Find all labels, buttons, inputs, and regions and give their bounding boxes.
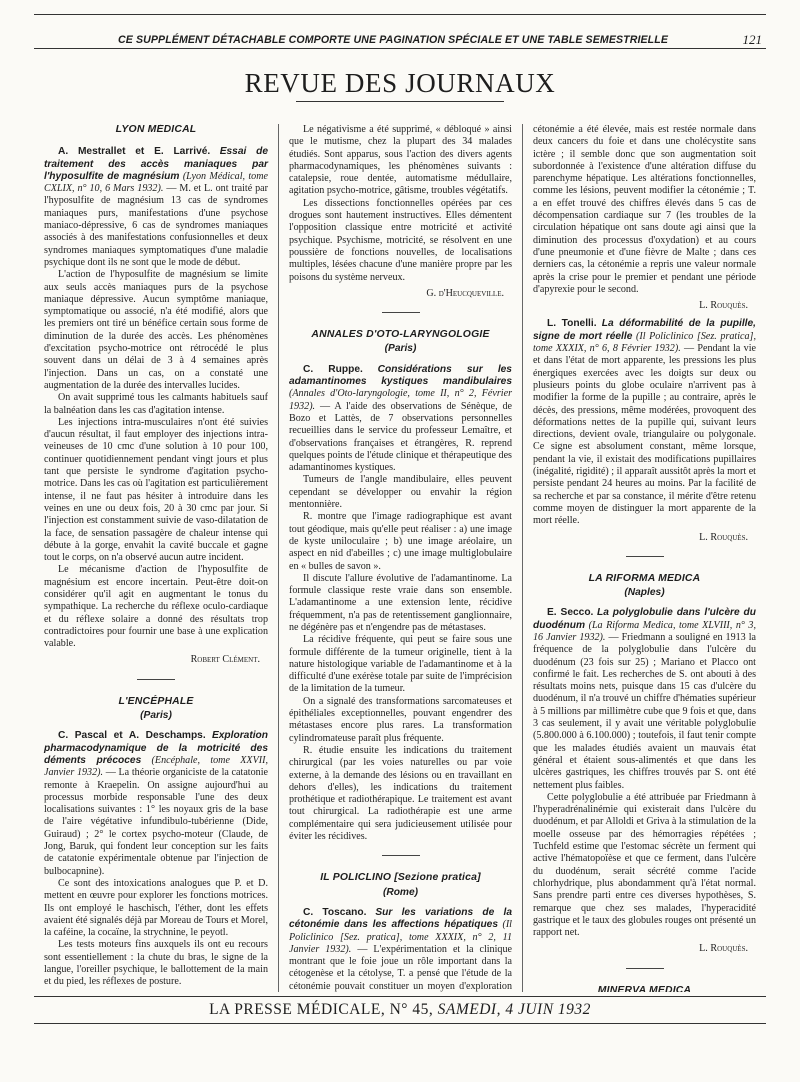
footer: [34, 996, 766, 1024]
article-citation: (Il Policlinico [Sez. pratica], tome XXXIX, n° 2, 11 Janvier 1932).: [289, 919, 512, 955]
article-toscano: [289, 907, 512, 992]
article-secco: [533, 607, 756, 791]
paragraph: Le négativisme a été supprimé, « débloqué » ainsi que le mutisme, chez la plupart des 34 malades étudiés. Sont apparus, sous l'action des divers agents pharmacodynamiques, les phénomènes suivants : catalepsie, roue dentée, automatisme médullaire, agitation psycho-motrice, gâtisme, troubles végétatifs.: [289, 124, 512, 197]
paragraph: Ce sont des intoxications analogues que P. et D. mettent en œuvre pour explorer les fonctions motrices. Ils ont employé le haschisch, l'éther, dont les effets avaient été signalés déjà par Moreau de Tours et Morel, la caféine, la cocaïne, la strychnine, le peyotl.: [44, 877, 268, 939]
article-title: La déformabilité de la pupille, signe de mort réelle: [533, 318, 756, 342]
article-ruppe: [289, 364, 512, 475]
section-city: (Paris): [384, 343, 417, 355]
article-title: Considérations sur les adamantinomes kystiques mandibulaires: [289, 363, 512, 388]
title-rule: [296, 101, 504, 102]
paragraph: Tumeurs de l'angle mandibulaire, elles peuvent cependant se développer ou envahir la région mentonnière.: [289, 474, 512, 511]
article-text: — La théorie organiciste de la catatonie remonte à Kraepelin. On assigne aujourd'hui au processus morbide responsable l'une des deux localisations suivantes : 1° les noyaux gris de la base de l'aire végétative infundibulo-tubérienne (Dide, Guiraud) ; 2° le cortex psycho-moteur (Claude, de Jong, Baruk, qui fondent leur conception sur les faits de catatonie expérimentale obtenue par l'injection de bulbocapnine).: [44, 767, 268, 877]
article-authors: A. Mestrallet et E. Larrivé.: [58, 146, 211, 158]
section-lyon-medical: LYON MÉDICAL: [115, 124, 197, 135]
separator: [626, 968, 664, 969]
article-mestrallet: [44, 146, 268, 269]
paragraph: Cette polyglobulie a été attribuée par Friedmann à l'hyperadrénalinémie qui existerait dans l'ulcère du duodénum, et par Alloldi et Griva à la stimulation de la moelle osseuse par des hémorragies répétées ; Tuchfeld estime que l'estomac sécrète un ferment qui active l'hématopoïèse et que ce ferment, dans l'ulcère du duodénum, serait sécrété comme l'acide chlorhydrique, plus abondamment qu'à l'état normal. Sans prendre parti entre ces diverses hypothèses, S. remarque que chez ses malades, l'hyperacidité gastrique et le taux des globules rouges ont présenté un rapport net.: [533, 791, 756, 939]
article-text: — M. et L. ont traité par l'hyposulfite de magnésium 13 cas de syndromes maniaques purs, manifestations d'une psychose maniaco-dépressive, 6 cas de syndromes maniaques associés à des manifestations confusionnelles et deux syndromes maniaques symptomatiques d'une maladie psychique dont ils ne sont que le mode de début.: [44, 183, 269, 268]
article-citation: (Encéphale, tome XXVII, Janvier 1932).: [44, 754, 268, 779]
article-authors: C. Ruppe.: [303, 363, 363, 375]
paragraph: Le mécanisme d'action de l'hyposulfite de magnésium est encore incertain. Peut-être doit-on considérer qu'il agit en augmentant le tonus du sympathique. La recherche du réflexe oculo-cardiaque et du réflexe solaire a donné des résultats trop contradictoires pour fournir une base à une explication valable.: [44, 564, 268, 650]
article-citation: (Lyon Médical, tome CXLIX, n° 10, 6 Mars 1932).: [44, 170, 268, 195]
paragraph: Il discute l'allure évolutive de l'adamantinome. La formule classique reste vraie dans son ensemble. L'adamantinome a une extension lente, récidive fréquemment, n'a pas de retentissement ganglionnaire, ne dégénère pas et n'engendre pas de métastases.: [289, 572, 512, 633]
article-authors: C. Pascal et A. Deschamps.: [58, 730, 206, 742]
footer-date: SAMEDI, 4 JUIN 1932: [437, 1001, 591, 1018]
footer-journal: LA PRESSE MÉDICALE, N° 45,: [209, 1001, 434, 1018]
signature: G. d'Heucqueville.: [426, 287, 504, 299]
paragraph: L'action de l'hyposulfite de magnésium se limite aux seuls accès maniaques purs de la psychose maniaque dépressive. Aucun symptôme maniaque, symptomatique ou associé, n'a été modifié, alors que les premiers ont tiré un bénéfice certain sous forme de diminution de la durée des accès. Les phénomènes d'excitation psycho-motrice ont rétrocédé le plus souvent dans un délai de 3 à 4 semaines après l'injection. Dans un cas, on a constaté une augmentation de la durée des intervalles lucides.: [44, 269, 268, 391]
column-2: [278, 124, 522, 992]
paragraph: On avait supprimé tous les calmants habituels sauf la balnéation dans les cas d'agitation intense.: [44, 392, 268, 416]
page-number: 121: [742, 32, 762, 47]
separator: [626, 556, 664, 557]
section-riforma-medica: LA RIFORMA MEDICA: [588, 572, 701, 584]
column-1: [34, 124, 278, 992]
paragraph: R. montre que l'image radiographique est avant tout géodique, mais qu'elle peut réaliser : a) une image de kyste uniloculaire ; b) une image aréolaire, un aspect en nid d'abeilles ; c) une image multiglobulaire en « bulles de savon ».: [289, 511, 512, 572]
signature: L. Rouquès.: [699, 300, 748, 312]
signature: Robert Clément.: [190, 654, 260, 666]
paragraph: R. étudie ensuite les indications du traitement chirurgical (par les voies naturelles ou par voie externe, à la demande des lésions ou en travaillant en dehors d'elles), les indications du traitement prothétique et radiothérapique. Le traitement est avant tout chirurgical. La radiothérapie est une arme complémentaire qui sera judicieusement utilisée pour éviter les récidives.: [289, 744, 512, 843]
signature: L. Rouquès.: [699, 943, 748, 955]
section-city: (Paris): [140, 710, 172, 722]
article-text: — Pendant la vie et dans l'état de mort apparente, les pressions les plus énergiques exercées avec les doigts sur deux ou plusieurs points du globe oculaire n'arrivent pas à modifier la forme de la pupille ; au contraire, après le décès, des pressions, même modérées, provoquent des déformations nettes de la pupille qui, suivant leurs directions, devient ovale, triangulaire ou polygonale. Ce signe est absolument constant, même lorsque, pendant la vie, il existait des modifications pupillaires (inégalité, rigidité) ; il apparaît aussitôt après la mort et persiste pendant 24 heures au moins. Par la facilité de sa recherche et par sa constance, il mérite d'être retenu comme moyen de distinguer la mort apparente de la mort réelle.: [533, 343, 756, 527]
article-authors: C. Toscano.: [303, 906, 367, 918]
columns: [34, 124, 766, 992]
article-tonelli: [533, 318, 756, 527]
article-text: — L'expérimentation et la clinique montrant que le foie joue un rôle important dans la cétogenèse et la cétolyse, T. a pensé que l'étude de la cétonémie pouvait constituer un moyen d'exploration: [289, 943, 512, 992]
footer-rule-top: [34, 996, 766, 997]
article-title: La polyglobulie dans l'ulcère du duodénum: [533, 607, 756, 631]
separator: [382, 312, 420, 313]
section-annales-oto: ANNALES D'OTO-LARYNGOLOGIE: [311, 329, 490, 341]
paragraph: Les dissections fonctionnelles opérées par ces drogues sont hautement instructives. Elles démentent l'opposition classique entre motricité et activité psychique. Psychisme, motricité, se résolvent en une poussière de fonctions nouvelles, de localisations multiples, lésées chacune d'une manière propre par les poisons du système nerveux.: [289, 197, 512, 283]
header-rule-bottom: [34, 48, 766, 49]
article-text: — Friedmann a souligné en 1913 la fréquence de la polyglobulie dans l'ulcère du duodénum (23 fois sur 25) ; Mariano et Placco ont confirmé le fait. Les recherches de S. ont abouti à des résultats moins nets, puisque dans 15 cas d'ulcère du duodénum, il n'a trouvé un chiffre d'hématies supérieur à 5 millions par millimètre cube que 9 fois et que, dans 3 cas seulement, il y avait une véritable polyglobulie (5.800.000 à 6.100.000) ; toutefois, il faut tenir compte que les malades étudiés avaient un mauvais état général et étaient sous-alimentés et que dans les ulcères gastriques, les chiffres trouvés par S. ont été nettement plus faibles.: [533, 631, 757, 791]
article-authors: E. Secco.: [547, 607, 594, 619]
article-title: Essai de traitement des accès maniaques par l'hyposulfite de magnésium: [44, 146, 268, 182]
section-minerva-medica: MINERVA MEDICA: [597, 984, 692, 992]
paragraph: Les tests moteurs fins auxquels ils ont eu recours sont essentiellement : la chute du bras, le signe de la langue, l'oreiller psychique, le ballottement de la main et du pied, les réflexes de posture.: [44, 939, 268, 988]
section-city: (Naples): [624, 587, 665, 599]
separator: [382, 855, 420, 856]
article-citation: (Il Policlinico [Sez. pratica], tome XXXIX, n° 6, 8 Février 1932).: [533, 330, 757, 355]
section-city: (Rome): [382, 886, 419, 898]
article-title: Exploration pharmacodynamique de la motricité des déments précoces: [44, 730, 269, 766]
separator: [137, 679, 175, 680]
article-text: — A l'aide des observations de Sénèque, de Bozo et Lattès, de 7 observations personnelles recueillies dans le service du professeur Lemaître, et d'observations françaises et étrangères, R. reprend quelques points de l'étude clinique et thérapeutique des adamantinomes kystiques.: [289, 400, 512, 474]
section-policlino: IL POLICLINO [Sezione pratica]: [320, 872, 481, 884]
title-block: [34, 68, 766, 102]
article-title: Sur les variations de la cétonémie dans les affections hépatiques: [289, 906, 513, 931]
page-title: REVUE DES JOURNAUX: [244, 68, 556, 98]
article-citation: (La Riforma Medica, tome XLVIII, n° 3, 16 Janvier 1932).: [533, 619, 756, 643]
article-citation: (Annales d'Oto-laryngologie, tome II, n° 2, Février 1932).: [289, 388, 512, 412]
article-pascal: [44, 730, 268, 878]
signature: L. Rouquès.: [699, 531, 748, 543]
header-text: CE SUPPLÉMENT DÉTACHABLE COMPORTE UNE PAGINATION SPÉCIALE ET UNE TABLE SEMESTRIELLE: [118, 34, 668, 46]
footer-rule-bottom: [34, 1023, 766, 1024]
paragraph: La récidive fréquente, qui peut se faire sous une formule différente de la tumeur originelle, tient à la nature histologique variable de l'adamantinome et à la difficulté d'une exérèse totale par suite de l'imprécision de la limitation de la tumeur.: [289, 634, 512, 695]
paragraph: Les injections intra-musculaires n'ont été suivies d'aucun résultat, il faut employer des injections intra-veineuses de 10 cmc d'une solution à 10 pour 100, continuer quotidiennement pendant vingt jours et plus tant que persiste le syndrome d'agitation psycho-motrice. Dans les cas où l'agitation est particulièrement intense, il ne faut pas hésiter à introduire dans les veines en une ou deux fois, 20 à 30 cmc par jour. Si l'injection est constamment suivie de vaso-dilatation de la face, de sensation passagère de chaleur intense qui débute à la gorge, envahit la cavité buccale et gagne tout le corps, on n'a observé aucun autre incident.: [44, 416, 268, 564]
article-authors: L. Tonelli.: [547, 318, 597, 330]
section-encephale: L'ENCÉPHALE: [118, 695, 194, 707]
column-3: [522, 124, 766, 992]
paragraph: cétonémie a été élevée, mais est restée normale dans deux cancers du foie et dans une cholécystite sans ictère ; il semble donc que son augmentation soit subordonnée à l'existence d'une altération diffuse du parenchyme hépatique. Les altérations fonctionnelles, comme les lésions, peuvent modifier la cétonémie ; T. a en effet trouvé des chiffres élevés dans 5 cas de décompensation cardiaque sur 7 (les troubles de la circulation hépatique ont sans doute agi ainsi que la diminution des processus d'oxydation) et au cours d'une pneumonie et d'une fièvre de Malte ; dans ces derniers cas, la cétonémie a repris une valeur normale après la crise pour le premier et pendant une période d'apyrexie pour le second.: [533, 124, 756, 295]
header-rule-top: [34, 14, 766, 15]
paragraph: On a signalé des transformations sarcomateuses et épithéliales exceptionnelles, pouvant engendrer des métastases encore plus rares. La transformation cylindromateuse paraît plus fréquente.: [289, 695, 512, 744]
footer-text: [34, 1001, 766, 1019]
running-header: [34, 0, 766, 47]
